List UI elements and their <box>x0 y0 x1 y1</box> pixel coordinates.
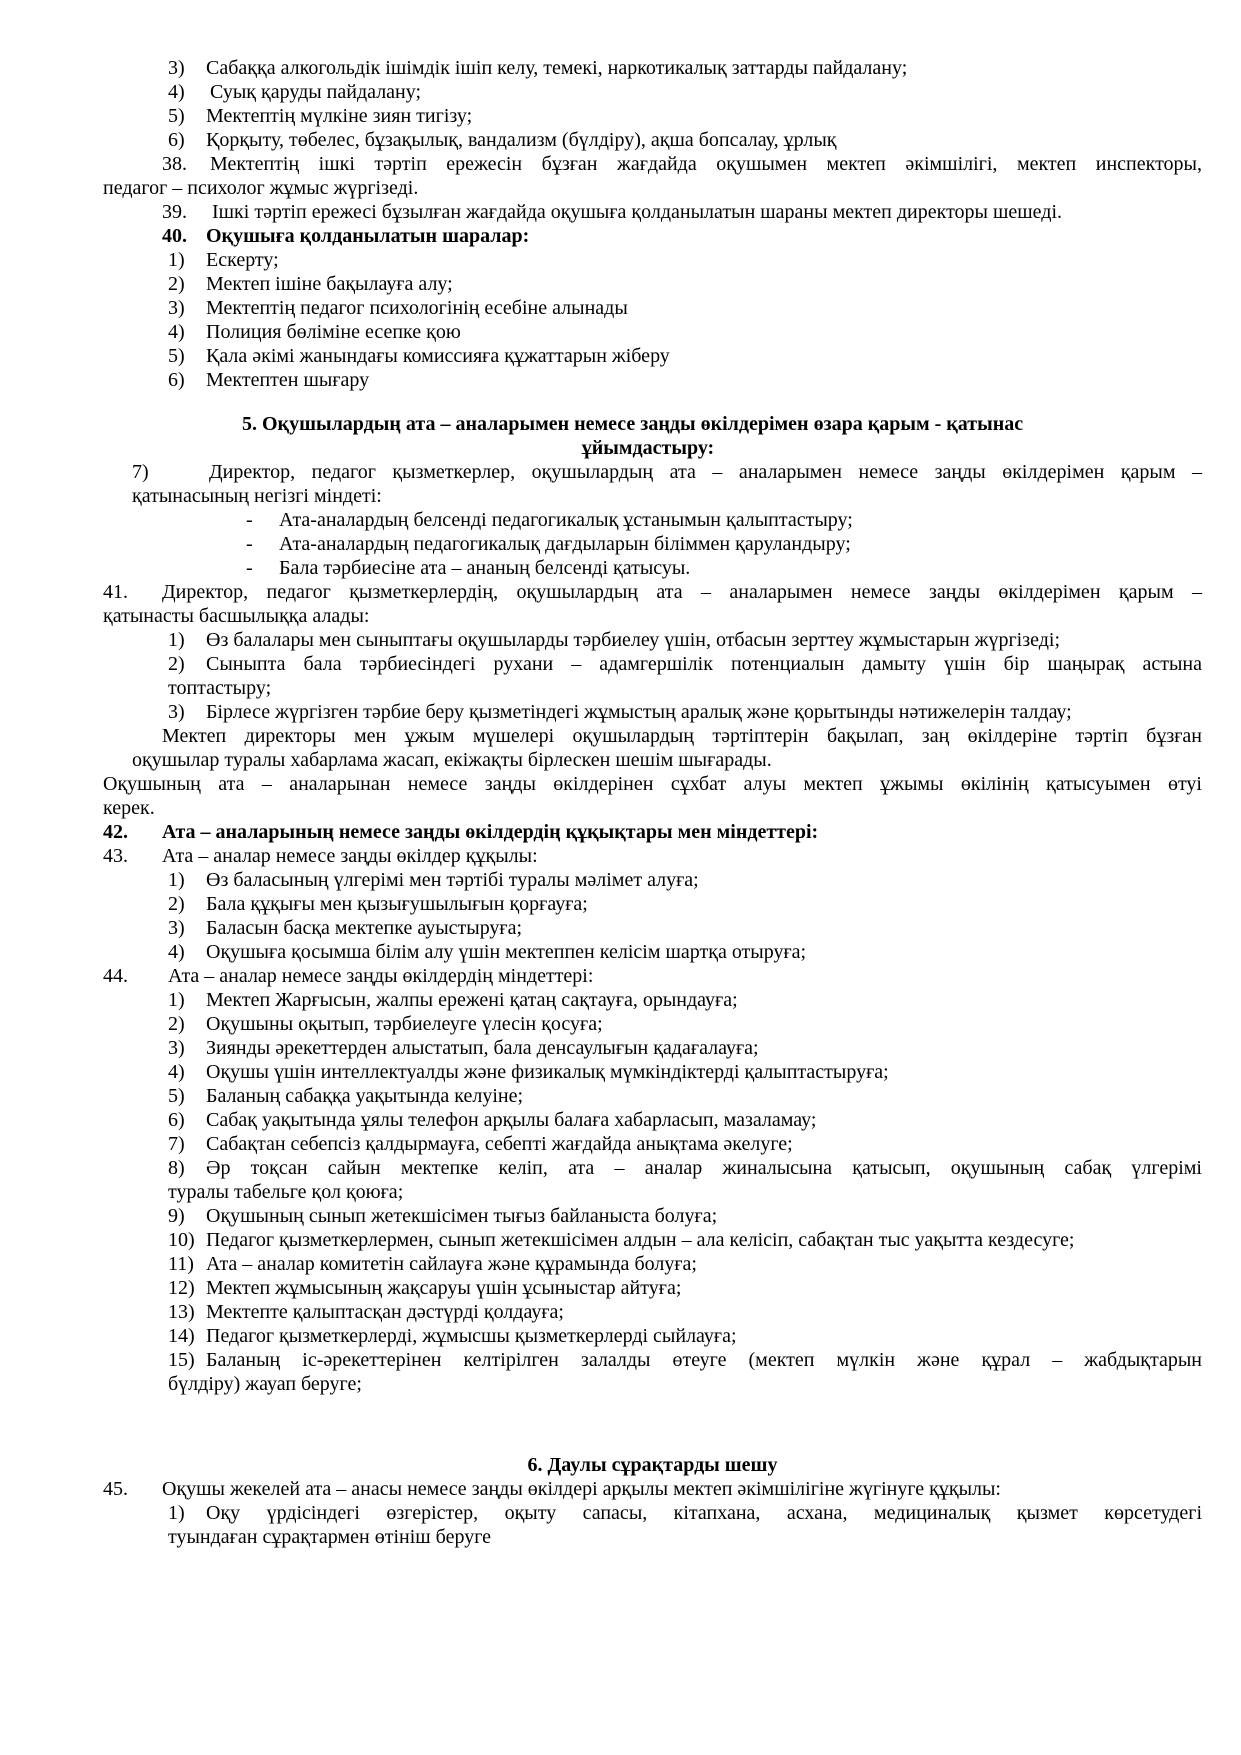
clause-41: 41. Директор, педагог қызметкерлердің, оқушылардың ата – аналарымен немесе заңды өкілдерімен қарым – <box>103 581 1202 603</box>
section-6-heading: 6. Даулы сұрақтарды шешу <box>527 1454 778 1476</box>
paragraph: Мектеп директоры мен ұжым мүшелері оқушылардың тәртіптерін бақылап, заң өкілдеріне тәртіп бұзған <box>162 725 1202 747</box>
clause-44: 44. Ата – аналар немесе заңды өкілдердің міндеттері: <box>103 965 594 987</box>
clause-38-cont: педагог – психолог жұмыс жүргізеді. <box>103 177 419 199</box>
list-item: 2) Мектеп ішіне бақылауға алу; <box>168 273 453 295</box>
list-item: 4) Суық қаруды пайдалану; <box>168 81 422 103</box>
list-item: 7) Сабақтан себепсіз қалдырмауға, себепті жағдайда анықтама әкелуге; <box>168 1133 793 1155</box>
clause-41-cont: қатынасты басшылыққа алады: <box>103 605 370 627</box>
paragraph-cont: керек. <box>103 797 155 819</box>
list-item: 4) Оқушыға қосымша білім алу үшін мектеппен келісім шартқа отыруға; <box>168 941 807 963</box>
list-item: 9) Оқушының сынып жетекшісімен тығыз байланыста болуға; <box>168 1205 718 1227</box>
clause-7-cont: қатынасының негізгі міндеті: <box>132 485 382 507</box>
list-item: 6) Мектептен шығару <box>168 369 370 391</box>
list-item-cont: туралы табельге қол қоюға; <box>168 1181 404 1203</box>
list-item: 3) Мектептің педагог психологінің есебіне алынады <box>168 297 628 319</box>
section-5-heading: 5. Оқушылардың ата – аналарымен немесе заңды өкілдерімен өзара қарым - қатынас <box>242 413 1024 435</box>
clause-42-heading: 42. Ата – аналарының немесе заңды өкілдердің құқықтары мен міндеттері: <box>103 821 819 843</box>
list-item: 1) Ескерту; <box>168 249 279 271</box>
clause-40-heading: 40. Оқушыға қолданылатын шаралар: <box>162 225 530 247</box>
clause-38: 38. Мектептің ішкі тәртіп ережесін бұзған жағдайда оқушымен мектеп әкімшілігі, мектеп инспекторы, <box>162 153 1202 175</box>
paragraph-cont: оқушылар туралы хабарлама жасап, екіжақты бірлескен шешім шығарады. <box>132 749 772 771</box>
list-item: 1) Өз балалары мен сыныптағы оқушыларды тәрбиелеу үшін, отбасын зерттеу жұмыстарын жүргізеді; <box>168 629 1061 651</box>
list-item: 1) Мектеп Жарғысын, жалпы ережені қатаң сақтауға, орындауға; <box>168 989 738 1011</box>
list-item-cont: бүлдіру) жауап беруге; <box>168 1373 362 1395</box>
list-item: 1) Оқу үрдісіндегі өзгерістер, оқыту сапасы, кітапхана, асхана, медициналық қызмет көрсетудегі <box>168 1502 1202 1524</box>
list-item: 2) Оқушыны оқытып, тәрбиелеуге үлесін қосуға; <box>168 1013 603 1035</box>
list-item: 3) Сабаққа алкогольдік ішімдік ішіп келу, темекі, наркотикалық заттарды пайдалану; <box>168 57 908 79</box>
list-item: 3) Зиянды әрекеттерден алыстатып, бала денсаулығын қадағалауға; <box>168 1037 759 1059</box>
section-5-heading-cont: ұйымдастыру: <box>581 437 715 459</box>
list-item: 15) Баланың іс-әрекеттерінен келтірілген залалды өтеуге (мектеп мүлкін және құрал – жабдықтарын <box>168 1349 1202 1371</box>
list-item: 5) Баланың сабаққа уақытында келуіне; <box>168 1085 524 1107</box>
list-item: 5) Қала әкімі жанындағы комиссияға құжаттарын жіберу <box>168 345 670 367</box>
list-item: 1) Өз баласының үлгерімі мен тәртібі туралы мәлімет алуға; <box>168 869 699 891</box>
list-item: 12) Мектеп жұмысының жақсаруы үшін ұсыныстар айтуға; <box>168 1277 682 1299</box>
dash-list-item: - Ата-аналардың белсенді педагогикалық ұстанымын қалыптастыру; <box>246 509 853 531</box>
clause-45: 45. Оқушы жекелей ата – анасы немесе заңды өкілдері арқылы мектеп әкімшілігіне жүгінуге құқылы: <box>103 1478 1001 1500</box>
list-item: 13) Мектепте қалыптасқан дәстүрді қолдауға; <box>168 1301 564 1323</box>
list-item: 3) Баласын басқа мектепке ауыстыруға; <box>168 917 523 939</box>
list-item: 11) Ата – аналар комитетін сайлауға және құрамында болуға; <box>168 1253 697 1275</box>
list-item: 6) Қорқыту, төбелес, бұзақылық, вандализм (бүлдіру), ақша бопсалау, ұрлық <box>168 129 837 151</box>
paragraph: Оқушының ата – аналарынан немесе заңды өкілдерінен сұхбат алуы мектеп ұжымы өкілінің қатысуымен өтуі <box>103 773 1202 795</box>
dash-list-item: - Ата-аналардың педагогикалық дағдыларын біліммен қаруландыру; <box>246 533 851 555</box>
list-item: 3) Бірлесе жүргізген тәрбие беру қызметіндегі жұмыстың аралық және қорытынды нәтижелерін талдау; <box>168 701 1072 723</box>
list-item: 14) Педагог қызметкерлерді, жұмысшы қызметкерлерді сыйлауға; <box>168 1325 737 1347</box>
list-item: 4) Оқушы үшін интеллектуалды және физикалық мүмкіндіктерді қалыптастыруға; <box>168 1061 889 1083</box>
list-item: 10) Педагог қызметкерлермен, сынып жетекшісімен алдын – ала келісіп, сабақтан тыс уақытта кездесуге; <box>168 1229 1075 1251</box>
list-item-cont: топтастыру; <box>168 677 272 699</box>
list-item: 8) Әр тоқсан сайын мектепке келіп, ата – аналар жиналысына қатысып, оқушының сабақ үлгерімі <box>168 1157 1202 1179</box>
list-item: 4) Полиция бөліміне есепке қою <box>168 321 461 343</box>
list-item: 2) Сыныпта бала тәрбиесіндегі рухани – адамгершілік потенциалын дамыту үшін бір шаңырақ астына <box>168 653 1202 675</box>
list-item: 6) Сабақ уақытында ұялы телефон арқылы балаға хабарласып, мазаламау; <box>168 1109 817 1131</box>
dash-list-item: - Бала тәрбиесіне ата – ананың белсенді қатысуы. <box>246 557 691 579</box>
clause-43: 43. Ата – аналар немесе заңды өкілдер құқылы: <box>103 845 538 867</box>
list-item: 2) Бала құқығы мен қызығушылығын қорғауға; <box>168 893 588 915</box>
clause-39: 39. Ішкі тәртіп ережесі бұзылған жағдайда оқушыға қолданылатын шараны мектеп директоры шешеді. <box>162 201 1063 223</box>
list-item: 5) Мектептің мүлкіне зиян тигізу; <box>168 105 473 127</box>
list-item-cont: туындаған сұрақтармен өтініш беруге <box>168 1526 492 1548</box>
clause-7: 7) Директор, педагог қызметкерлер, оқушылардың ата – аналарымен немесе заңды өкілдерімен қарым – <box>132 461 1202 483</box>
